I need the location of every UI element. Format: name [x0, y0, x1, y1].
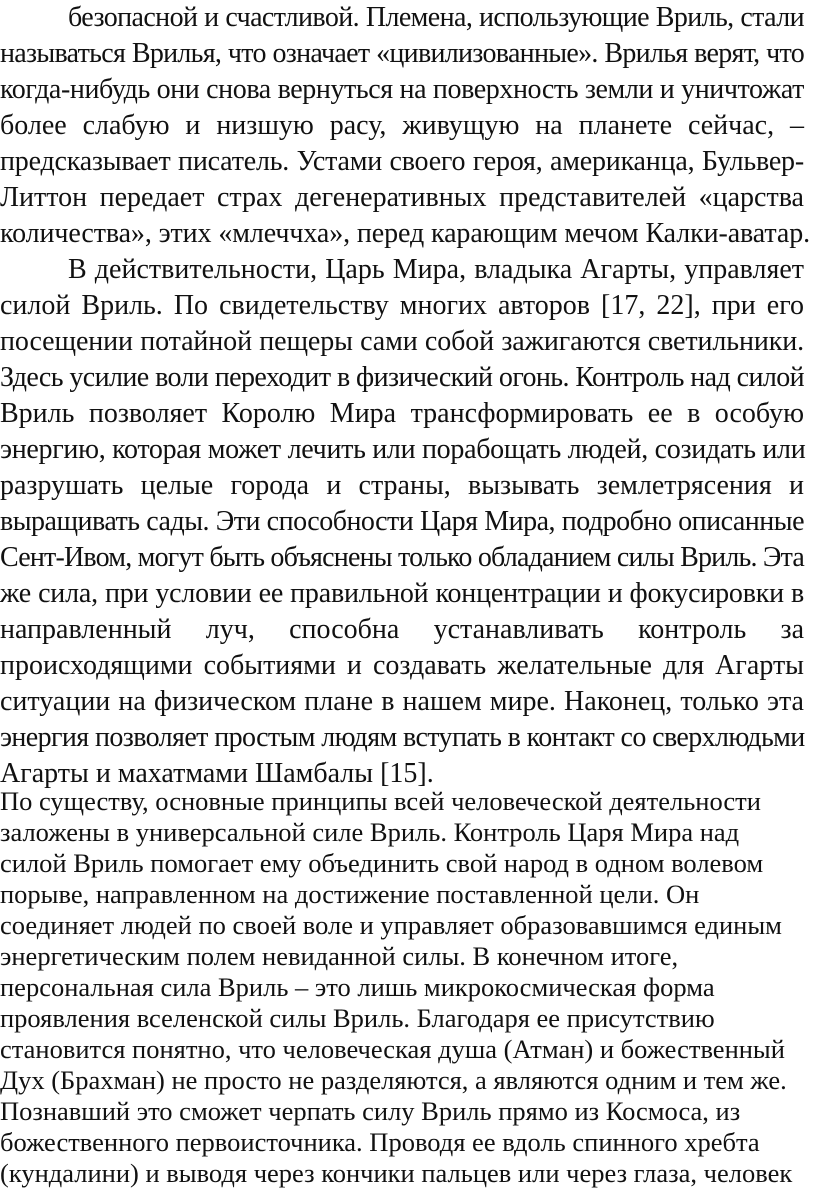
text-line: энергию, которая может лечить или порабощать людей, созидать или — [0, 434, 806, 465]
text-line: посещении потайной пещеры сами собой зажигаются светильники. — [0, 326, 804, 357]
text-line: божественного первоисточника. Проводя ее вдоль спинного хребта — [0, 1127, 760, 1157]
text-line: Агарты и махатмами Шамбалы [15]. — [0, 758, 434, 789]
text-line: По существу, основные принципы всей человеческой деятельности — [0, 786, 761, 816]
text-line: Литтон передает страх дегенеративных представителей «царства — [0, 182, 804, 213]
text-line: соединяет людей по своей воле и управляет образовавшимся единым — [0, 910, 782, 940]
text-line: энергетическим полем невиданной силы. В конечном итоге, — [0, 941, 679, 971]
text-line: Познавший это сможет черпать силу Вриль прямо из Космоса, из — [0, 1096, 741, 1126]
text-line: энергия позволяет простым людям вступать в контакт со сверхлюдьми — [0, 722, 805, 753]
text-line: когда-нибудь они снова вернуться на поверхность земли и уничтожат — [0, 74, 804, 105]
text-line: более слабую и низшую расу, живущую на планете сейчас, – — [0, 110, 804, 141]
text-line: силой Вриль. По свидетельству многих авторов [17, 22], при его — [0, 290, 804, 321]
text-line: силой Вриль помогает ему объединить свой народ в одном волевом — [0, 848, 764, 878]
text-line: Вриль позволяет Королю Мира трансформировать ее в особую — [0, 398, 804, 429]
text-line: становится понятно, что человеческая душа (Атман) и божественный — [0, 1034, 785, 1064]
text-line: же сила, при условии ее правильной концентрации и фокусировки в — [0, 578, 804, 609]
text-line: Сент-Ивом, могут быть объяснены только обладанием силы Вриль. Эта — [0, 542, 804, 573]
text-line: называться Врилья, что означает «цивилизованные». Врилья верят, что — [0, 38, 804, 69]
text-line: В действительности, Царь Мира, владыка Агарты, управляет — [68, 254, 804, 285]
text-line: ситуации на физическом плане в нашем мире. Наконец, только эта — [0, 686, 804, 717]
text-line: количества», этих «млеччха», перед карающим мечом Калки-аватар. — [0, 218, 811, 249]
text-line: персональная сила Вриль – это лишь микрокосмическая форма — [0, 972, 715, 1002]
text-line: (кундалини) и выводя через кончики пальцев или через глаза, человек — [0, 1158, 793, 1188]
text-line: Дух (Брахман) не просто не разделяются, а являются одним и тем же. — [0, 1065, 787, 1095]
text-line: разрушать целые города и страны, вызывать землетрясения и — [0, 470, 804, 501]
text-line: проявления вселенской силы Вриль. Благодаря ее присутствию — [0, 1003, 715, 1033]
text-line: выращивать сады. Эти способности Царя Мира, подробно описанные — [0, 506, 804, 537]
text-line: порыве, направленном на достижение поставленной цели. Он — [0, 879, 700, 909]
text-line: предсказывает писатель. Устами своего героя, американца, Бульвер- — [0, 146, 804, 177]
text-line: направленный луч, способна устанавливать контроль за — [0, 614, 804, 645]
text-line: Здесь усилие воли переходит в физический огонь. Контроль над силой — [0, 362, 804, 393]
text-line: происходящими событиями и создавать желательные для Агарты — [0, 650, 804, 681]
text-line: заложены в универсальной силе Вриль. Контроль Царя Мира над — [0, 817, 740, 847]
text-line: безопасной и счастливой. Племена, использующие Вриль, стали — [68, 2, 804, 33]
